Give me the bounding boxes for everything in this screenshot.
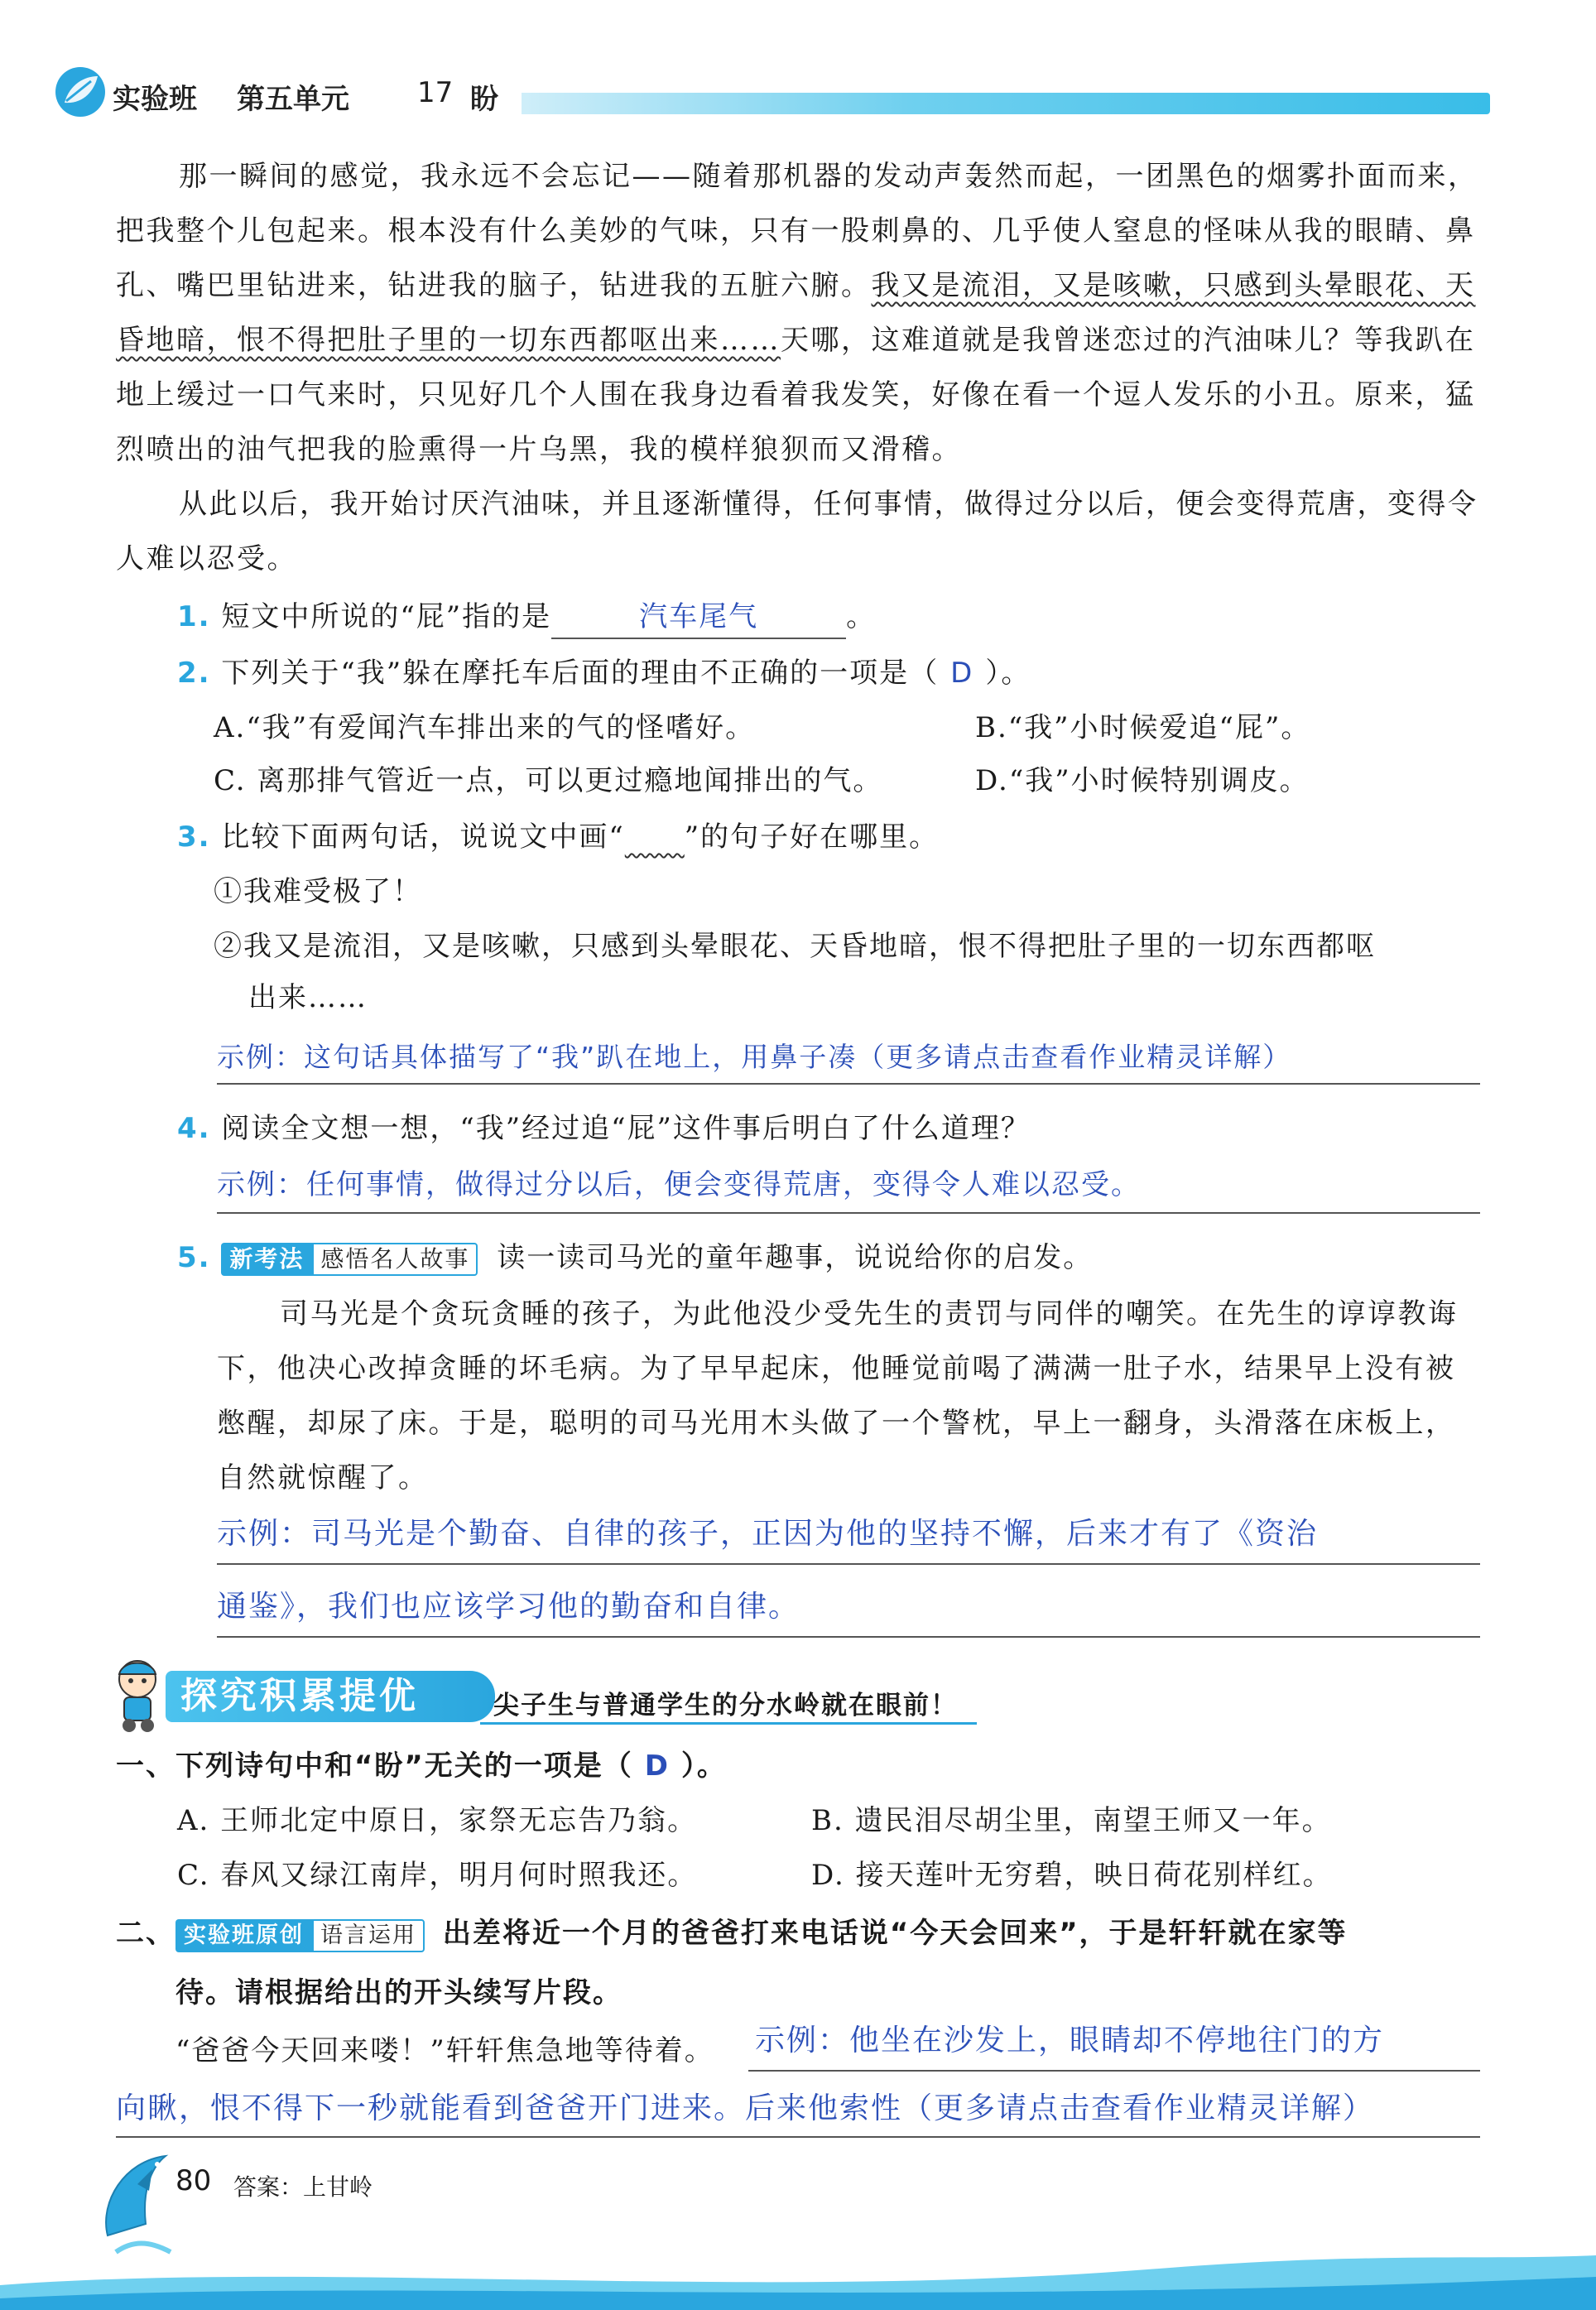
option-2d: D.“我”小时候特别调皮。 bbox=[975, 764, 1310, 797]
question-4: 4. 阅读全文想一想，“我”经过追“屁”这件事后明白了什么道理？ bbox=[177, 1112, 1031, 1145]
answer-line bbox=[748, 2070, 1480, 2072]
part-2-question: 二、 实验班原创 语言运用 出差将近一个月的爸爸打来电话说“今天会回来”，于是轩轩就在家等 bbox=[116, 1913, 1348, 1954]
answer-line bbox=[116, 2136, 1480, 2138]
section-subtitle: 尖子生与普通学生的分水岭就在眼前！ bbox=[493, 1691, 958, 1720]
answer-2: D bbox=[950, 657, 974, 690]
question-1: 1. 短文中所说的“屁”指的是 汽车尾气 。 bbox=[177, 596, 876, 639]
mascot-icon bbox=[104, 1654, 171, 1734]
part-1-option-c: C. 春风又绿江南岸，明月何时照我还。 bbox=[177, 1859, 698, 1892]
option-2b: B.“我”小时候爱追“屁”。 bbox=[975, 711, 1311, 744]
answer-line bbox=[217, 1563, 1480, 1565]
passage-paragraph-2: 从此以后，我开始讨厌汽油味，并且逐渐懂得，任何事情，做得过分以后，便会变得荒唐，变得令人难以忍受。 bbox=[116, 488, 1478, 575]
page-number: 80 bbox=[175, 2164, 212, 2197]
sentence-1: ①我难受极了！ bbox=[214, 875, 422, 908]
question-5: 5. 新考法 感悟名人故事 读一读司马光的童年趣事，说说给你的启发。 bbox=[177, 1241, 1094, 1274]
answer-line bbox=[217, 1636, 1480, 1638]
wavy-mark bbox=[625, 821, 685, 854]
answer-line bbox=[217, 1083, 1480, 1085]
answer-4: 示例：任何事情，做得过分以后，便会变得荒唐，变得令人难以忍受。 bbox=[217, 1168, 1141, 1201]
leaf-logo-icon bbox=[53, 65, 108, 119]
section-title: 探究积累提优 bbox=[166, 1671, 495, 1722]
passage-paragraph-1: 那一瞬间的感觉，我永远不会忘记——随着那机器的发动声轰然而起，一团黑色的烟雾扑面而来，把我整个儿包起来。根本没有什么美妙的气味，只有一股刺鼻的、几乎使人窒息的怪味从我的眼睛、鼻孔、嘴巴里钻进来，钻进我的脑子，钻进我的五脏六腑。我又是流泪，又是咳嗽，只感到头晕眼花、天昏地暗，恨不得把肚子里的一切东西都呕出来……天哪，这难道就是我曾迷恋过的汽油味儿？等我趴在地上缓过一口气来时，只见好几个人围在我身边看着我发笑，好像在看一个逗人发乐的小丑。原来，猛烈喷出的油气把我的脸熏得一片乌黑，我的模样狼狈而又滑稽。 bbox=[116, 160, 1478, 466]
header-lesson-no: 17 bbox=[417, 76, 454, 109]
header-series: 实验班 bbox=[113, 83, 197, 116]
wavy-sentence: 我又是流泪，又是咳嗽，只感到头晕眼花、天昏地暗，恨不得把肚子里的一切东西都呕出来…… bbox=[116, 269, 1476, 357]
header-unit: 第五单元 bbox=[237, 83, 349, 116]
badge-topic: 感悟名人故事 bbox=[312, 1243, 478, 1276]
part-1-option-d: D. 接天莲叶无穷碧，映日荷花别样红。 bbox=[811, 1859, 1333, 1892]
answer-5-line-1: 示例：司马光是个勤奋、自律的孩子，正因为他的坚持不懈，后来才有了《资治 bbox=[217, 1517, 1319, 1551]
answer-5-line-2: 通鉴》，我们也应该学习他的勤奋和自律。 bbox=[217, 1590, 800, 1624]
badge-new-method: 新考法 bbox=[221, 1243, 312, 1276]
story-paragraph: 司马光是个贪玩贪睡的孩子，为此他没少受先生的责罚与同伴的嘲笑。在先生的谆谆教诲下，他决心改掉贪睡的坏毛病。为了早早起床，他睡觉前喝了满满一肚子水，结果早上没有被憋醒，却尿了床。于是，聪明的司马光用木头做了一个警枕，早上一翻身，头滑落在床板上，自然就惊醒了。 bbox=[217, 1297, 1459, 1494]
part-2-answer-line-1: 示例：他坐在沙发上，眼睛却不停地往门的方 bbox=[755, 2024, 1385, 2057]
dolphin-icon bbox=[91, 2144, 182, 2260]
sentence-2-line-1: ②我又是流泪，又是咳嗽，只感到头晕眼花、天昏地暗，恨不得把肚子里的一切东西都呕 bbox=[214, 930, 1376, 963]
footer-wave bbox=[0, 2252, 1596, 2310]
part-2-answer-line-2: 向瞅，恨不得下一秒就能看到爸爸开门进来。后来他索性（更多请点击查看作业精灵详解） bbox=[116, 2091, 1375, 2125]
header-lesson-title: 盼 bbox=[470, 83, 498, 116]
part-2-start: “爸爸今天回来喽！”轩轩焦急地等待着。 bbox=[175, 2034, 714, 2067]
part-1-question: 一、下列诗句中和“盼”无关的一项是（ D ）。 bbox=[116, 1749, 727, 1783]
answer-3: 示例：这句话具体描写了“我”趴在地上，用鼻子凑（更多请点击查看作业精灵详解） bbox=[217, 1041, 1292, 1073]
header-bar bbox=[522, 93, 1490, 114]
option-2a: A.“我”有爱闻汽车排出来的气的怪嗜好。 bbox=[214, 711, 756, 744]
question-3: 3. 比较下面两句话，说说文中画“ ”的句子好在哪里。 bbox=[177, 821, 940, 854]
question-2: 2. 下列关于“我”躲在摩托车后面的理由不正确的一项是（ D ）。 bbox=[177, 657, 1031, 690]
answer-note: 答案：上甘岭 bbox=[233, 2173, 373, 2201]
answer-line bbox=[217, 1212, 1480, 1214]
section-rule bbox=[480, 1722, 977, 1725]
part-1-answer: D bbox=[644, 1749, 670, 1783]
part-1-option-a: A. 王师北定中原日，家祭无忘告乃翁。 bbox=[177, 1804, 698, 1837]
option-2c: C. 离那排气管近一点，可以更过瘾地闻排出的气。 bbox=[214, 764, 883, 797]
part-1-option-b: B. 遗民泪尽胡尘里，南望王师又一年。 bbox=[811, 1804, 1332, 1837]
badge-language: 语言运用 bbox=[312, 1919, 425, 1952]
part-2-question-line-2: 待。请根据给出的开头续写片段。 bbox=[175, 1976, 623, 2009]
answer-1: 汽车尾气 bbox=[639, 600, 759, 633]
sentence-2-line-2: 出来…… bbox=[248, 981, 368, 1014]
badge-original: 实验班原创 bbox=[175, 1919, 312, 1952]
